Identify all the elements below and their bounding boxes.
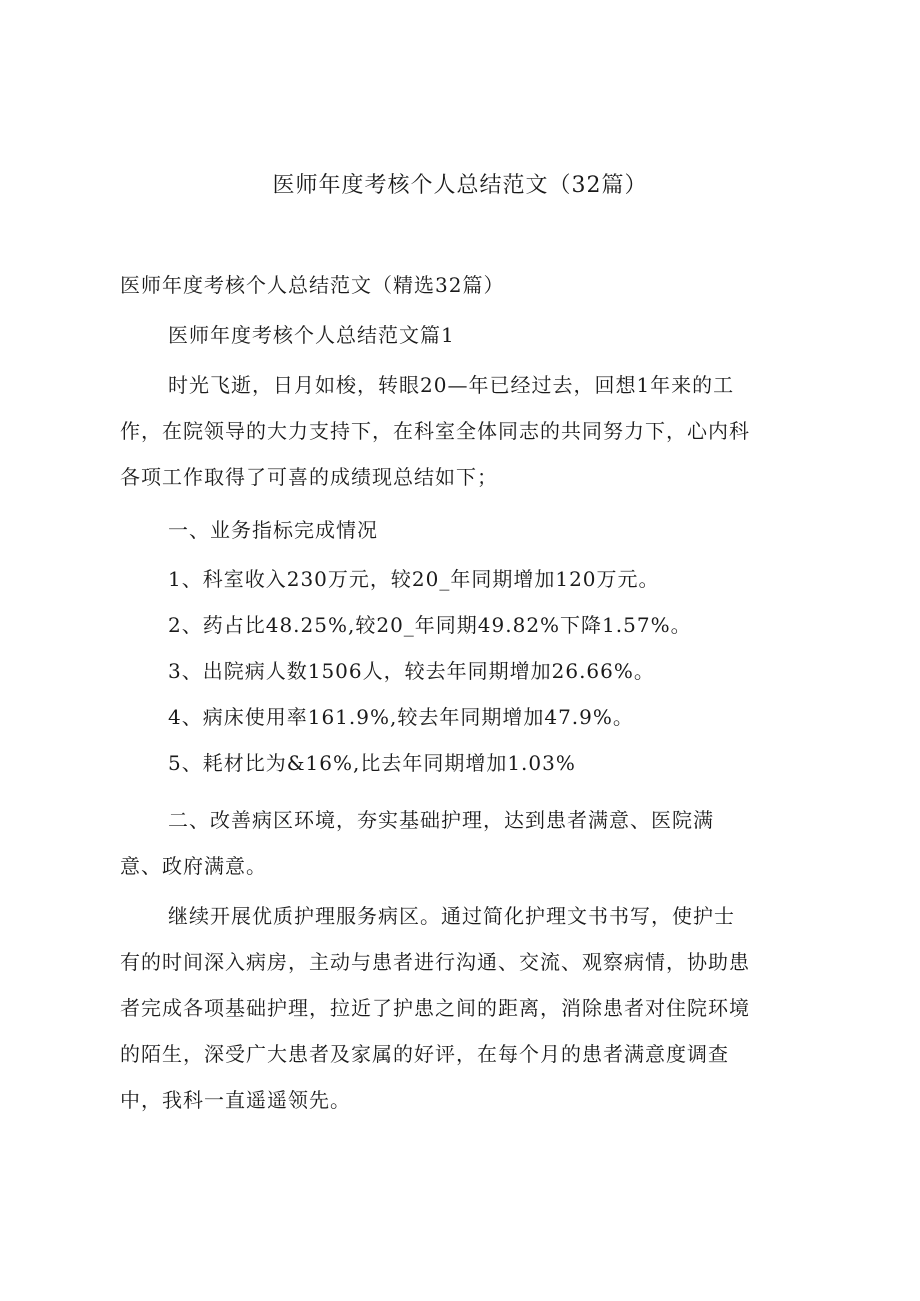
section-heading-text: 医师年度考核个人总结范文篇1: [168, 323, 455, 347]
heading-text: 一、业务指标完成情况: [168, 518, 378, 542]
indicator-list: [120, 556, 820, 786]
body-line: 中，我科一直遥遥领先。: [120, 1088, 351, 1112]
body-line: 继续开展优质护理服务病区。通过简化护理文书书写，使护士: [168, 904, 735, 928]
heading-improve-environment: [120, 797, 820, 889]
document-subtitle: [120, 262, 820, 308]
list-item: 5、耗材比为&16%,比去年同期增加1.03%: [168, 751, 576, 775]
list-item: 4、病床使用率161.9%,较去年同期增加47.9%。: [168, 705, 634, 729]
heading-business-indicators: [120, 507, 820, 553]
document-title: 医师年度考核个人总结范文（32篇）: [272, 173, 648, 198]
heading-line: 意、政府满意。: [120, 854, 267, 878]
heading-line: 二、改善病区环境，夯实基础护理，达到患者满意、医院满: [168, 808, 714, 832]
list-item: 2、药占比48.25%,较20_年同期49.82%下降1.57%。: [168, 613, 692, 637]
list-item: 1、科室收入230万元，较20_年同期增加120万元。: [168, 567, 660, 591]
intro-line: 作，在院领导的大力支持下，在科室全体同志的共同努力下，心内科: [120, 419, 750, 443]
intro-line: 时光飞逝，日月如梭，转眼20—年已经过去，回想1年来的工: [168, 373, 735, 397]
body-line: 者完成各项基础护理，拉近了护患之间的距离，消除患者对住院环境: [120, 996, 750, 1020]
body-line: 有的时间深入病房，主动与患者进行沟通、交流、观察病情，协助患: [120, 950, 750, 974]
section-heading: [120, 312, 820, 358]
intro-line: 各项工作取得了可喜的成绩现总结如下；: [120, 465, 498, 489]
subtitle-text: 医师年度考核个人总结范文（精选32篇）: [120, 273, 505, 297]
intro-paragraph: [120, 362, 820, 500]
body-paragraph: [120, 893, 820, 1123]
body-line: 的陌生，深受广大患者及家属的好评，在每个月的患者满意度调查: [120, 1042, 729, 1066]
list-item: 3、出院病人数1506人，较去年同期增加26.66%。: [168, 659, 655, 683]
